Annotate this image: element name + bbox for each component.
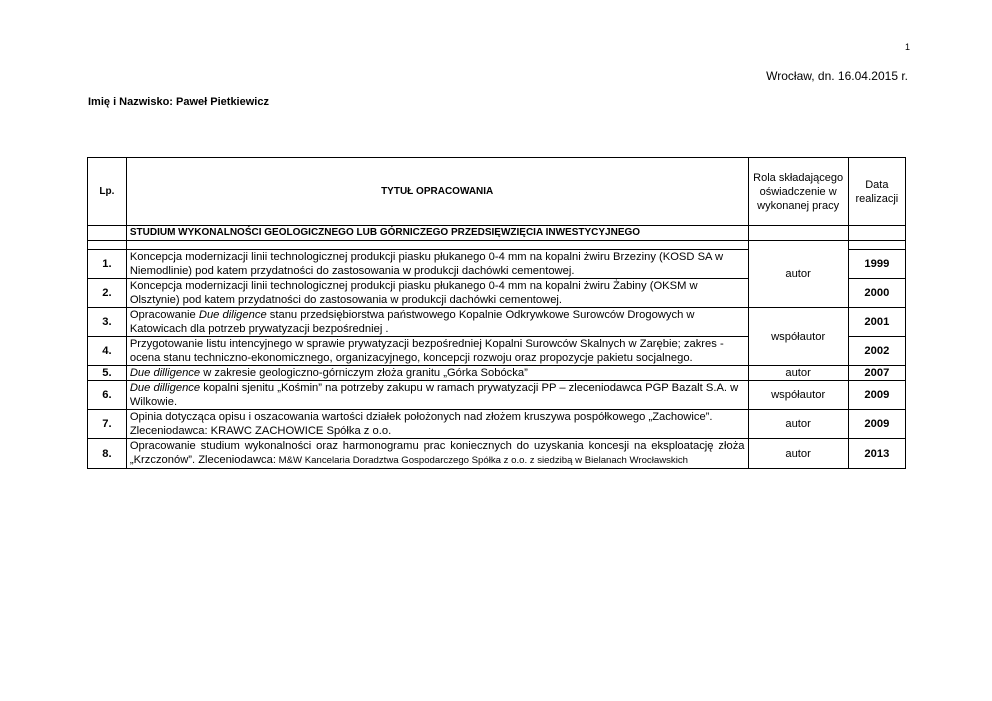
- row-title: Przygotowanie listu intencyjnego w sprawie prywatyzacji bezpośredniej Kopalni Surowców Skalnych w Zarębie; zakres - ocena stanu techniczno-ekonomicznego, organizacyjnego, koncepcji rozwoju oraz propozycje pakietu socjalnego.: [126, 337, 748, 366]
- spacer-cell: [88, 241, 127, 250]
- title-italic: Due dilligence: [129, 367, 201, 379]
- header-lp: Lp.: [88, 158, 127, 226]
- title-italic: Due diligence: [198, 309, 267, 321]
- row-lp: 1.: [88, 250, 127, 279]
- row-date: 2009: [848, 410, 905, 439]
- title-small: M&W Kancelaria Doradztwa Gospodarczego Spółka z o.o. z siedzibą w Bielanach Wrocławskich: [275, 455, 688, 466]
- section-date-cell: [848, 226, 905, 241]
- row-date: 2001: [848, 308, 905, 337]
- row-lp: 5.: [88, 366, 127, 381]
- page-number: 1: [905, 42, 911, 52]
- row-date: 2007: [848, 366, 905, 381]
- table-row: [88, 439, 906, 469]
- table-row: [88, 366, 906, 381]
- spacer-row: [88, 241, 906, 250]
- title-main: Opracowanie studium wykonalności oraz harmonogramu prac koniecznych do uzyskania koncesji na eksploatację złoża „Krzczonów”. Zleceniodawca:: [129, 440, 745, 466]
- title-rest: kopalni sjenitu „Kośmin” na potrzeby zakupu w ramach prywatyzacji PP – zleceniodawca PGP Bazalt S.A. w Wilkowie.: [129, 382, 739, 408]
- works-table: [87, 157, 906, 469]
- table-row: [88, 381, 906, 410]
- section-row: [88, 226, 906, 241]
- title-italic: Due dilligence: [129, 382, 201, 394]
- row-lp: 3.: [88, 308, 127, 337]
- row-date: 2002: [848, 337, 905, 366]
- row-title: Koncepcja modernizacji linii technologicznej produkcji piasku płukanego 0-4 mm na kopalni żwiru Żabiny (OKSM w Olsztynie) pod katem przydatności do zastosowania w produkcji dachówki cementowej.: [126, 279, 748, 308]
- row-role: autor: [748, 366, 848, 381]
- section-role-cell: [748, 226, 848, 241]
- header-role: Rola składającego oświadczenie w wykonanej pracy: [748, 158, 848, 226]
- table-row: [88, 410, 906, 439]
- section-title: STUDIUM WYKONALNOŚCI GEOLOGICZNEGO LUB GÓRNICZEGO PRZEDSIĘWZIĘCIA INWESTYCYJNEGO: [126, 226, 748, 241]
- role-rows-3-4: współautor: [748, 308, 848, 366]
- table-header-row: [88, 158, 906, 226]
- row-date: 2009: [848, 381, 905, 410]
- row-role: autor: [748, 439, 848, 469]
- row-title: [126, 439, 748, 469]
- header-date: Data realizacji: [848, 158, 905, 226]
- spacer-cell: [126, 241, 748, 250]
- row-role: współautor: [748, 381, 848, 410]
- title-rest: stanu przedsiębiorstwa państwowego Kopalnie Odkrywkowe Surowców Drogowych w Katowicach dla potrzeb prywatyzacji bezpośredniej .: [129, 309, 695, 335]
- title-rest: w zakresie geologiczno-górniczym złoża granitu „Górka Sobócka”: [200, 367, 528, 379]
- section-lp-cell: [88, 226, 127, 241]
- header-title: TYTUŁ OPRACOWANIA: [126, 158, 748, 226]
- row-date: 1999: [848, 250, 905, 279]
- row-title: Opinia dotycząca opisu i oszacowania wartości działek położonych nad złożem kruszywa pospółkowego „Zachowice”. Zleceniodawca: KRAWC ZACHOWICE Spółka z o.o.: [126, 410, 748, 439]
- row-title: [126, 381, 748, 410]
- row-title: [126, 366, 748, 381]
- row-title: [126, 308, 748, 337]
- row-lp: 8.: [88, 439, 127, 469]
- title-prefix: Opracowanie: [129, 309, 199, 321]
- place-date: Wrocław, dn. 16.04.2015 r.: [766, 69, 908, 83]
- row-lp: 6.: [88, 381, 127, 410]
- spacer-cell: [848, 241, 905, 250]
- row-date: 2013: [848, 439, 905, 469]
- row-role: autor: [748, 410, 848, 439]
- name-line: Imię i Nazwisko: Paweł Pietkiewicz: [88, 96, 269, 108]
- row-title: Koncepcja modernizacji linii technologicznej produkcji piasku płukanego 0-4 mm na kopalni żwiru Brzeziny (KOSD SA w Niemodlinie) pod katem przydatności do zastosowania w produkcji dachówki cementowej.: [126, 250, 748, 279]
- row-lp: 2.: [88, 279, 127, 308]
- role-rows-1-2: autor: [748, 241, 848, 308]
- row-lp: 7.: [88, 410, 127, 439]
- row-lp: 4.: [88, 337, 127, 366]
- table-row: [88, 308, 906, 337]
- row-date: 2000: [848, 279, 905, 308]
